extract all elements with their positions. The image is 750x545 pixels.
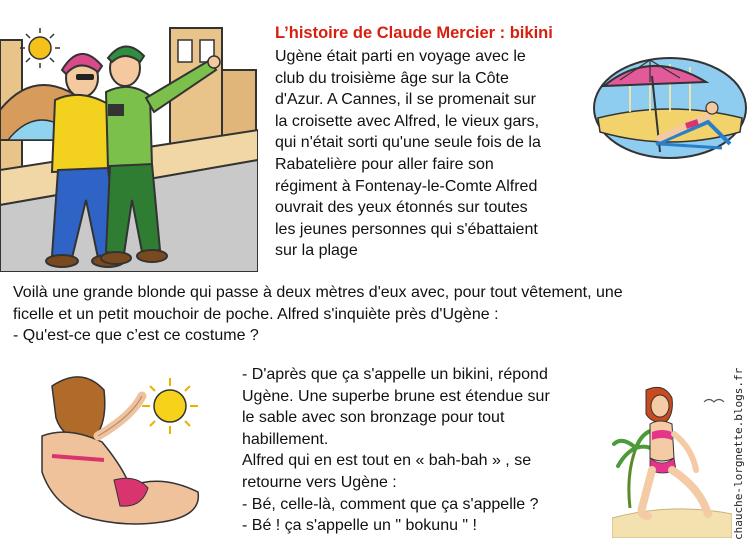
text-line: ficelle et un petit mouchoir de poche. Alfred s'inquiète près d'Ugène :	[13, 305, 499, 323]
text-line: Voilà une grande blonde qui passe à deux mètres d'eux avec, pour tout vêtement, une	[13, 284, 623, 301]
middle-paragraph	[13, 282, 741, 347]
text-line: le sable avec son bronzage pour tout	[242, 409, 505, 427]
text-line: Rabatelière pour aller faire son	[275, 155, 494, 173]
sunbathing-woman-illustration	[12, 356, 212, 536]
sunbather-under-umbrella-illustration	[590, 52, 750, 160]
text-line: - Bé, celle-là, comment que ça s'appelle ?	[242, 495, 539, 513]
text-line: - D'après que ça s'appelle un bikini, répond	[242, 366, 548, 383]
text-line: habillement.	[242, 430, 329, 448]
story-title: L’histoire de Claude Mercier : bikini	[275, 24, 553, 42]
text-line: - Qu'est-ce que c’est ce costume ?	[13, 327, 259, 345]
two-old-men-walking-illustration	[0, 0, 258, 272]
text-line: Alfred qui en est tout en « bah-bah » , se	[242, 452, 532, 470]
blog-credit: chauche-lorgnette.blogs.fr	[732, 367, 745, 540]
text-line: sur la plage	[275, 242, 358, 260]
text-line: qui n'était sorti qu'une seule fois de la	[275, 134, 541, 152]
text-line: régiment à Fontenay-le-Comte Alfred	[275, 177, 538, 195]
text-line: les jeunes personnes qui s'ébattaient	[275, 220, 538, 238]
text-line: retourne vers Ugène :	[242, 473, 397, 491]
text-line: d'Azur. A Cannes, il se promenait sur	[275, 91, 536, 109]
text-line: - Bé ! ça s'appelle un " bokunu " !	[242, 517, 477, 535]
bikini-woman-on-beach-illustration	[612, 378, 732, 538]
text-line: ouvrait des yeux étonnés sur toutes	[275, 199, 528, 217]
text-line: club du troisième âge sur la Côte	[275, 69, 509, 87]
text-line: la croisette avec Alfred, le vieux gars,	[275, 112, 540, 130]
text-line: Ugène était parti en voyage avec le	[275, 48, 526, 65]
dialogue-paragraph	[242, 364, 612, 537]
text-line: Ugène. Une superbe brune est étendue sur	[242, 387, 550, 405]
intro-paragraph	[275, 46, 595, 262]
